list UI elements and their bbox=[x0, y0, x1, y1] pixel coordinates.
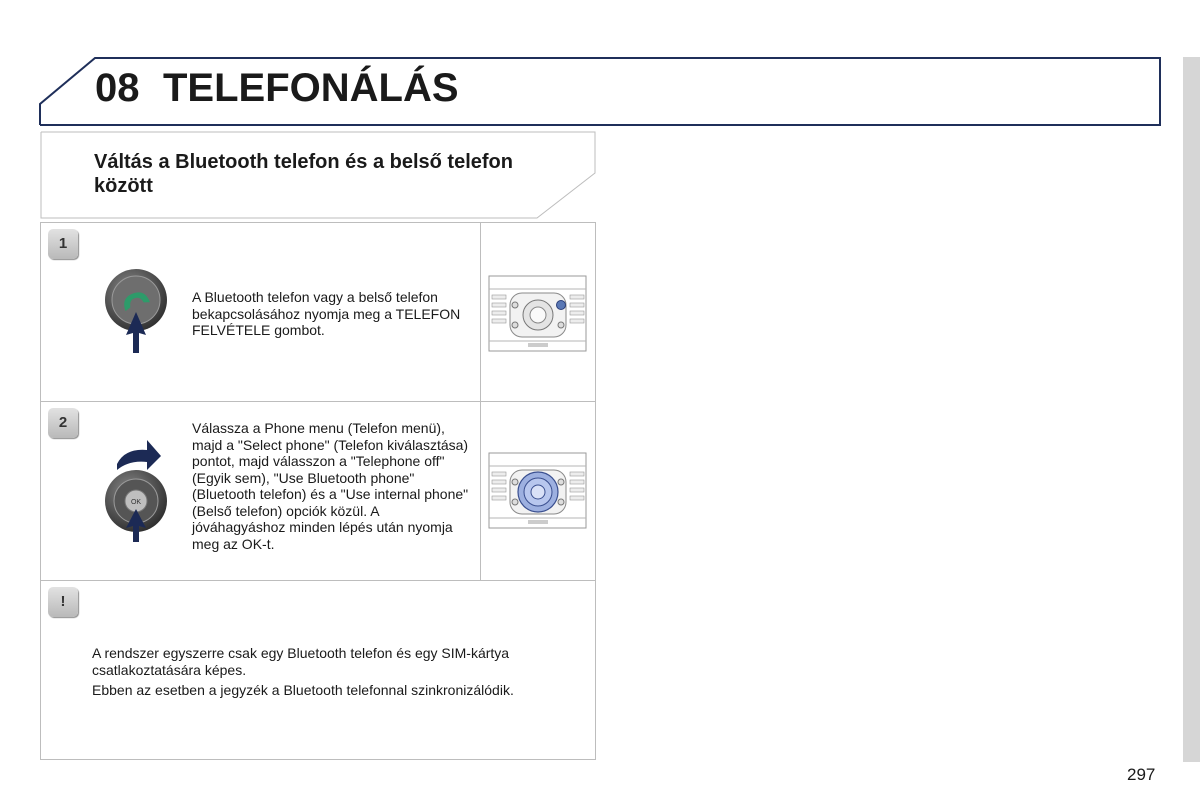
radio-panel-dial-illustration bbox=[488, 452, 588, 530]
step-2-image-column bbox=[480, 402, 596, 580]
step-number-badge: 1 bbox=[48, 229, 78, 259]
step-1 bbox=[41, 223, 595, 402]
radio-panel-phone-illustration bbox=[488, 275, 588, 353]
dial-ok-label: OK bbox=[130, 499, 142, 506]
step-number-badge: 2 bbox=[48, 408, 78, 438]
step-1-text: A Bluetooth telefon vagy a belső telefon bekapcsolásához nyomja meg a TELEFON FELVÉTELE gombot. bbox=[192, 289, 461, 338]
section-title: Váltás a Bluetooth telefon és a belső telefon között bbox=[94, 151, 513, 197]
step-1-image-column bbox=[480, 223, 596, 401]
page-number: 297 bbox=[1127, 765, 1156, 784]
chapter-header bbox=[0, 0, 1200, 140]
note-text bbox=[92, 645, 592, 703]
note-box bbox=[41, 581, 595, 759]
warning-icon: ! bbox=[48, 587, 78, 617]
note-paragraph-1: A rendszer egyszerre csak egy Bluetooth telefon és egy SIM-kártya csatlakoztatására képes. bbox=[92, 645, 510, 678]
chapter-title: TELEFONÁLÁS bbox=[163, 66, 459, 110]
chapter-number: 08 bbox=[95, 66, 140, 110]
side-tab-strip bbox=[1183, 57, 1200, 762]
step-2 bbox=[41, 402, 595, 581]
section-title-box bbox=[40, 131, 596, 219]
rotary-dial-ok-button-icon bbox=[101, 436, 181, 544]
steps-frame bbox=[40, 222, 596, 760]
note-paragraph-2: Ebben az esetben a jegyzék a Bluetooth telefonnal szinkronizálódik. bbox=[92, 682, 514, 698]
step-2-text: Válassza a Phone menu (Telefon menü), majd a "Select phone" (Telefon kiválasztása) pontot, majd válasszon a "Telephone off" (Egyik sem), "Use Bluetooth phone" (Bluetooth telefon) és a "Use internal phone" (Belső telefon) opciók közül. A jóváhagyáshoz minden lépés után nyomja meg az OK-t. bbox=[192, 420, 469, 552]
phone-pickup-button-icon bbox=[101, 267, 171, 357]
